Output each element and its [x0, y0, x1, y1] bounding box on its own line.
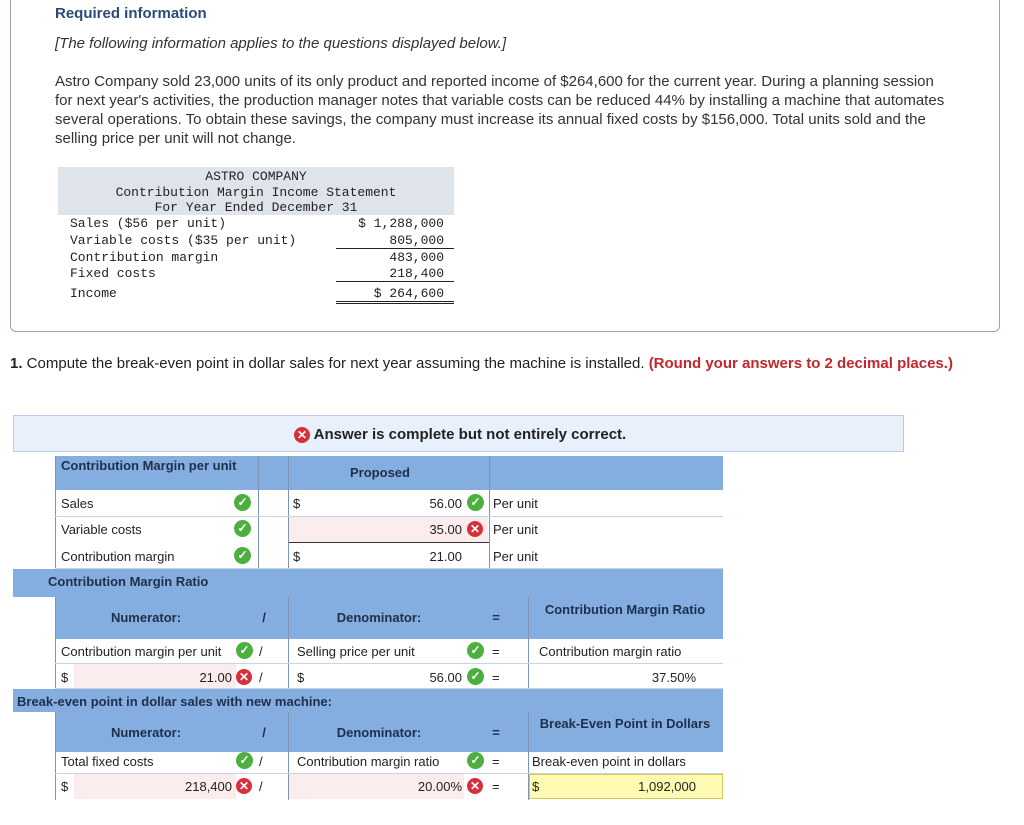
slash: /: [259, 644, 263, 659]
equals-header: =: [492, 610, 500, 625]
divider: [55, 456, 56, 568]
check-circle-icon: ✓: [467, 494, 484, 511]
equals: =: [492, 670, 500, 685]
check-circle-icon: ✓: [467, 642, 484, 659]
statement-row-value: 805,000: [389, 233, 444, 248]
statement-row-value: $ 264,600: [373, 286, 444, 301]
divider: [258, 456, 259, 568]
statement-row-value: 218,400: [389, 266, 444, 281]
check-circle-icon: ✓: [234, 547, 251, 564]
breakeven-res-label: Break-even point in dollars: [532, 754, 686, 769]
equals: =: [492, 779, 500, 794]
numerator-header: Numerator:: [110, 610, 182, 625]
problem-paragraph: Astro Company sold 23,000 units of its only product and reported income of $264,600 for the current year. During a planning session for next year's activities, the production manager notes that variable costs can be reduced 44% by installing a machine that automates several operations. To obtain these savings, the company must increase its annual fixed costs by $156,000. Total units sold and the selling price per unit will not change.: [55, 73, 945, 147]
slash: /: [259, 754, 263, 769]
slash: /: [259, 670, 263, 685]
statement-title: Contribution Margin Income Statement: [115, 185, 397, 200]
answer-status: [294, 426, 626, 443]
divider: [528, 597, 529, 689]
check-circle-icon: ✓: [236, 752, 253, 769]
denominator-header: Denominator:: [336, 725, 422, 740]
divider: [288, 597, 289, 689]
cm-row-label-sales: Sales: [61, 496, 94, 511]
total-underline: [289, 542, 489, 543]
statement-double-underline: [336, 303, 454, 304]
cm-ratio-num-label: Contribution margin per unit: [61, 644, 222, 659]
slash-header: /: [262, 725, 266, 740]
question-text: [10, 354, 990, 373]
statement-underline: [336, 281, 454, 282]
divider: [55, 712, 56, 800]
sales-per-unit-input[interactable]: 56.00: [429, 496, 462, 511]
currency-symbol: $: [532, 779, 540, 794]
question-body: Compute the break-even point in dollar sales for next year assuming the machine is installed.: [22, 355, 649, 372]
statement-row-value: $ 1,288,000: [358, 216, 444, 231]
cm-row-label-variable: Variable costs: [61, 522, 142, 537]
cm-ratio-res-label: Contribution margin ratio: [539, 644, 682, 659]
check-circle-icon: ✓: [236, 642, 253, 659]
breakeven-num-label: Total fixed costs: [61, 754, 154, 769]
statement-row-label: Variable costs ($35 per unit): [70, 233, 297, 248]
statement-row-label: Sales ($56 per unit): [70, 216, 227, 231]
statement-period: For Year Ended December 31: [154, 200, 358, 215]
x-circle-icon: ✕: [294, 427, 310, 443]
divider: [288, 456, 289, 568]
x-circle-icon: ✕: [236, 669, 252, 685]
slash-header: /: [262, 610, 266, 625]
equals: =: [492, 644, 500, 659]
cm-per-unit-input[interactable]: 21.00: [199, 670, 232, 685]
check-circle-icon: ✓: [234, 520, 251, 537]
currency-symbol: $: [293, 549, 301, 564]
breakeven-dollars-value: 1,092,000: [638, 779, 696, 794]
question-number: 1.: [10, 355, 23, 372]
required-info-subtitle: [The following information applies to the questions displayed below.]: [55, 35, 507, 52]
statement-double-underline: [336, 301, 454, 302]
x-circle-icon: ✕: [467, 778, 483, 794]
breakeven-section-title: Break-even point in dollar sales with new machine:: [17, 694, 332, 709]
divider: [489, 456, 490, 568]
currency-symbol: $: [61, 779, 69, 794]
cm-ratio-result-header: Contribution Margin Ratio: [544, 602, 706, 617]
numerator-header: Numerator:: [110, 725, 182, 740]
cm-ratio-den-label: Selling price per unit: [297, 644, 415, 659]
denominator-header: Denominator:: [336, 610, 422, 625]
cm-header-label: Contribution Margin per unit: [61, 458, 237, 473]
required-info-title: Required information: [55, 5, 207, 22]
slash: /: [259, 779, 263, 794]
currency-symbol: $: [293, 496, 301, 511]
cm-header-proposed: Proposed: [350, 465, 410, 480]
variable-cost-per-unit-input[interactable]: 35.00: [429, 522, 462, 537]
check-circle-icon: ✓: [234, 494, 251, 511]
check-circle-icon: ✓: [467, 752, 484, 769]
check-circle-icon: ✓: [467, 668, 484, 685]
currency-symbol: $: [61, 670, 69, 685]
unit-label: Per unit: [493, 522, 538, 537]
x-circle-icon: ✕: [236, 778, 252, 794]
cm-row-label-margin: Contribution margin: [61, 549, 175, 564]
statement-underline: [336, 248, 454, 249]
cm-ratio-value: 37.50%: [651, 670, 696, 685]
question-rounding-note: (Round your answers to 2 decimal places.): [648, 355, 953, 372]
statement-row-value: 483,000: [389, 250, 444, 265]
cm-per-unit-value: 21.00: [429, 549, 462, 564]
statement-row-label: Contribution margin: [70, 250, 219, 265]
selling-price-input[interactable]: 56.00: [429, 670, 462, 685]
breakeven-den-label: Contribution margin ratio: [297, 754, 440, 769]
unit-label: Per unit: [493, 496, 538, 511]
statement-company: ASTRO COMPANY: [205, 169, 307, 184]
unit-label: Per unit: [493, 549, 538, 564]
currency-symbol: $: [297, 670, 305, 685]
cm-ratio-input[interactable]: 20.00%: [417, 779, 462, 794]
equals: =: [492, 754, 500, 769]
x-circle-icon: ✕: [467, 521, 483, 537]
divider: [55, 597, 56, 689]
equals-header: =: [492, 725, 500, 740]
answer-status-banner: [13, 415, 904, 452]
statement-row-label: Fixed costs: [70, 266, 156, 281]
breakeven-result-header: Break-Even Point in Dollars: [539, 716, 711, 731]
income-statement: [58, 167, 454, 303]
total-fixed-costs-input[interactable]: 218,400: [185, 779, 232, 794]
answer-status-text: Answer is complete but not entirely correct.: [313, 426, 627, 443]
cm-ratio-section-title: Contribution Margin Ratio: [48, 574, 209, 589]
statement-row-label: Income: [70, 286, 117, 301]
